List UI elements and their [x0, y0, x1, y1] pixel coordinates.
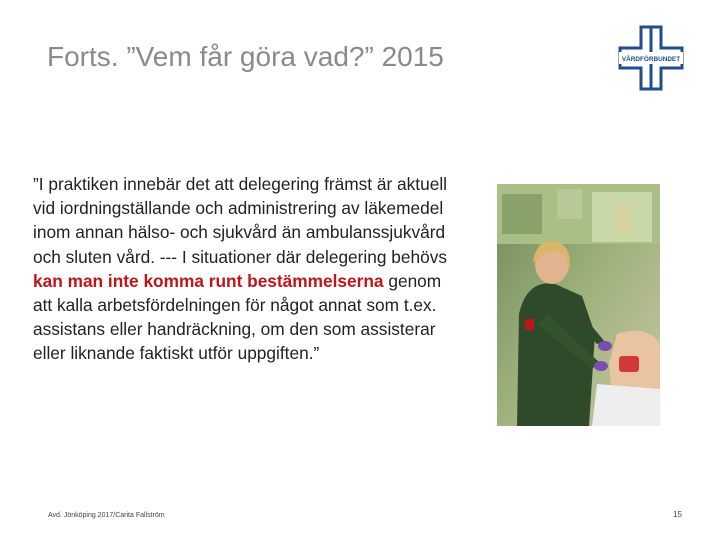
quote-highlight: kan man inte komma runt bestämmelserna [33, 270, 384, 291]
quote-part-1: ”I praktiken innebär det att delegering främst är aktuell vid iordningställande och administrering av läkemedel inom annan hälso- och sjukvård än ambulanssjukvård och sluten vård. --- I situationer där delegering behövs [33, 174, 448, 267]
footer-text: Avd. Jönköping 2017/Carita Fallström [48, 512, 165, 519]
quote-part-2: genom att kalla arbetsfördelningen för något annat som t.ex. assistans eller handräckning, om den som assisterar eller liknande faktiskt utför uppgiften.” [33, 270, 442, 364]
logo-text: VÅRDFÖRBUNDET [621, 56, 681, 63]
quote-text [33, 172, 463, 366]
slide-title: Forts. ”Vem får göra vad?” 2015 [47, 41, 444, 72]
paramedic-photo [497, 184, 660, 426]
vardforbundet-logo [617, 24, 685, 92]
page-number: 15 [673, 510, 682, 519]
